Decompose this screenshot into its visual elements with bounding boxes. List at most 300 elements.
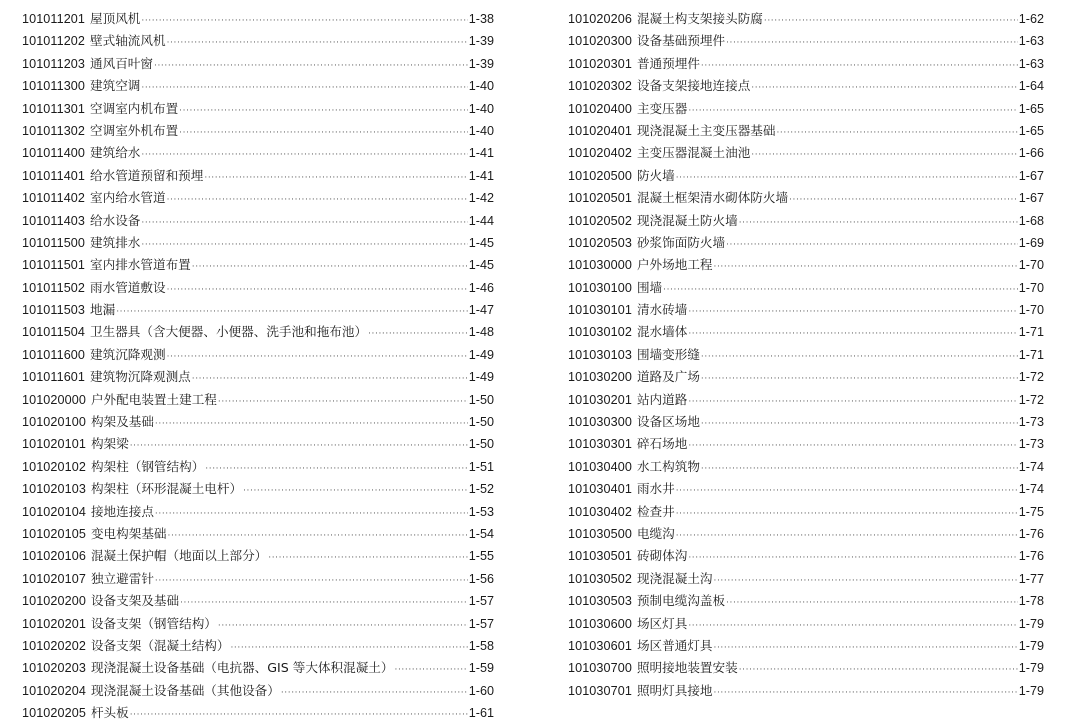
toc-entry-page: 1-49: [468, 370, 494, 385]
toc-entry-page: 1-44: [468, 213, 494, 228]
toc-entry-title: 围墙: [636, 279, 663, 295]
toc-entry-title: 建筑排水: [90, 234, 141, 250]
toc-entry[interactable]: [568, 456, 1044, 478]
toc-entry-code: 101020301: [568, 56, 632, 71]
toc-entry-page: 1-66: [1018, 146, 1044, 161]
leader-dots: [141, 10, 467, 30]
toc-entry[interactable]: [568, 613, 1044, 635]
toc-entry-code: 101020503: [568, 235, 632, 250]
toc-entry-title: 砂浆饰面防火墙: [636, 234, 726, 250]
toc-entry-page: 1-51: [468, 459, 494, 474]
toc-entry[interactable]: [568, 75, 1044, 97]
toc-entry-code: 101020500: [568, 168, 632, 183]
leader-dots: [394, 659, 467, 679]
toc-entry[interactable]: [22, 389, 494, 411]
toc-column-right: [568, 8, 1044, 702]
toc-entry-title: 通风百叶窗: [90, 55, 153, 71]
leader-dots: [701, 55, 1018, 75]
toc-entry[interactable]: [22, 411, 494, 433]
leader-dots: [243, 480, 468, 500]
toc-entry[interactable]: [22, 657, 494, 679]
toc-entry-code: 101020103: [22, 482, 86, 497]
toc-column-left: [22, 8, 494, 725]
toc-entry-code: 101030600: [568, 616, 632, 631]
toc-entry[interactable]: [568, 478, 1044, 500]
leader-dots: [230, 637, 467, 657]
toc-entry[interactable]: [22, 590, 494, 612]
leader-dots: [701, 413, 1018, 433]
toc-entry-code: 101030401: [568, 482, 632, 497]
toc-entry-page: 1-40: [468, 79, 494, 94]
toc-entry-page: 1-74: [1018, 459, 1044, 474]
toc-entry-title: 现浇混凝土防火墙: [636, 212, 738, 228]
toc-entry-page: 1-69: [1018, 235, 1044, 250]
toc-entry-title: 给水设备: [90, 212, 141, 228]
toc-entry-code: 101011401: [22, 168, 86, 183]
toc-entry-page: 1-52: [468, 482, 494, 497]
toc-entry-title: 建筑给水: [90, 145, 141, 161]
leader-dots: [714, 570, 1018, 590]
toc-entry-code: 101011601: [22, 370, 86, 385]
toc-entry-page: 1-76: [1018, 526, 1044, 541]
toc-entry[interactable]: [568, 187, 1044, 209]
toc-entry[interactable]: [568, 501, 1044, 523]
leader-dots: [751, 144, 1018, 164]
leader-dots: [167, 346, 468, 366]
toc-entry[interactable]: [568, 30, 1044, 52]
leader-dots: [154, 55, 468, 75]
toc-entry-page: 1-71: [1018, 347, 1044, 362]
toc-entry-code: 101020102: [22, 459, 86, 474]
toc-entry-page: 1-47: [468, 303, 494, 318]
leader-dots: [218, 391, 468, 411]
toc-entry[interactable]: [568, 545, 1044, 567]
toc-entry[interactable]: [22, 120, 494, 142]
toc-entry[interactable]: [568, 389, 1044, 411]
toc-entry-title: 变电构架基础: [90, 525, 167, 541]
leader-dots: [268, 547, 468, 567]
toc-entry-title: 设备支架（钢管结构）: [90, 615, 217, 631]
toc-entry-code: 101030103: [568, 347, 632, 362]
toc-entry[interactable]: [22, 53, 494, 75]
toc-entry-title: 空调室内机布置: [90, 100, 179, 116]
toc-entry-title: 道路及广场: [636, 369, 700, 385]
toc-entry-page: 1-45: [468, 258, 494, 273]
toc-entry-code: 101020206: [568, 12, 632, 26]
leader-dots: [714, 637, 1018, 657]
toc-entry-page: 1-63: [1018, 56, 1044, 71]
toc-entry-page: 1-77: [1018, 571, 1044, 586]
toc-entry-page: 1-59: [468, 661, 494, 676]
toc-entry[interactable]: [568, 120, 1044, 142]
leader-dots: [714, 682, 1018, 702]
toc-entry-title: 建筑沉降观测: [90, 346, 166, 362]
toc-entry-page: 1-41: [468, 146, 494, 161]
toc-entry[interactable]: [22, 344, 494, 366]
toc-entry-page: 1-60: [468, 683, 494, 698]
toc-entry[interactable]: [22, 568, 494, 590]
leader-dots: [155, 413, 468, 433]
toc-entry[interactable]: [568, 98, 1044, 120]
toc-entry-page: 1-73: [1018, 437, 1044, 452]
toc-entry-page: 1-42: [468, 191, 494, 206]
toc-entry-page: 1-58: [468, 638, 494, 653]
toc-entry-title: 构架梁: [90, 436, 129, 452]
toc-entry-code: 101020100: [22, 415, 86, 430]
toc-entry-code: 101030400: [568, 459, 632, 474]
toc-entry[interactable]: [568, 232, 1044, 254]
toc-entry-code: 101020502: [568, 213, 632, 228]
leader-dots: [701, 346, 1018, 366]
leader-dots: [688, 615, 1017, 635]
leader-dots: [141, 234, 467, 254]
toc-entry-title: 室内排水管道布置: [90, 257, 191, 273]
toc-entry[interactable]: [568, 277, 1044, 299]
leader-dots: [714, 256, 1018, 276]
toc-entry-title: 户外配电装置土建工程: [90, 391, 217, 407]
toc-entry[interactable]: [22, 142, 494, 164]
toc-entry[interactable]: [22, 478, 494, 500]
toc-entry-code: 101020300: [568, 34, 632, 49]
toc-entry-page: 1-79: [1018, 616, 1044, 631]
leader-dots: [179, 122, 468, 142]
toc-entry-code: 101011501: [22, 258, 86, 273]
toc-entry[interactable]: [568, 433, 1044, 455]
toc-entry[interactable]: [568, 254, 1044, 276]
toc-entry[interactable]: [568, 657, 1044, 679]
toc-entry-code: 101030503: [568, 594, 632, 609]
toc-entry[interactable]: [22, 299, 494, 321]
toc-entry-title: 砖砌体沟: [636, 548, 688, 564]
toc-entry-title: 现浇混凝土设备基础（其他设备）: [90, 682, 280, 698]
toc-entry[interactable]: [22, 613, 494, 635]
toc-entry-title: 设备支架接地连接点: [636, 78, 751, 94]
toc-entry-code: 101030000: [568, 258, 632, 273]
toc-entry-title: 构架柱（环形混凝土电杆）: [90, 481, 243, 497]
leader-dots: [167, 189, 468, 209]
leader-dots: [168, 525, 468, 545]
toc-entry[interactable]: [22, 545, 494, 567]
leader-dots: [167, 32, 468, 52]
toc-entry-code: 101030501: [568, 549, 632, 564]
toc-entry-code: 101011202: [22, 34, 86, 49]
toc-entry-page: 1-39: [468, 34, 494, 49]
leader-dots: [726, 592, 1018, 612]
leader-dots: [155, 570, 468, 590]
toc-entry-code: 101011403: [22, 213, 86, 228]
toc-entry-code: 101011300: [22, 79, 86, 94]
toc-entry-page: 1-72: [1018, 370, 1044, 385]
leader-dots: [179, 100, 468, 120]
toc-entry-title: 主变压器: [636, 100, 688, 116]
toc-entry-code: 101020200: [22, 594, 86, 609]
toc-entry[interactable]: [568, 590, 1044, 612]
toc-entry-title: 户外场地工程: [636, 257, 713, 273]
leader-dots: [368, 323, 468, 343]
toc-entry[interactable]: [22, 30, 494, 52]
toc-entry-title: 建筑空调: [90, 78, 141, 94]
toc-entry-title: 接地连接点: [90, 503, 154, 519]
toc-entry-page: 1-39: [468, 56, 494, 71]
toc-entry-page: 1-54: [468, 526, 494, 541]
toc-entry-title: 混凝土构支架接头防腐: [636, 11, 763, 26]
toc-entry-title: 地漏: [90, 302, 116, 318]
toc-entry-title: 普通预埋件: [636, 55, 700, 71]
toc-entry-code: 101020104: [22, 504, 86, 519]
toc-entry[interactable]: [568, 53, 1044, 75]
toc-entry[interactable]: [22, 165, 494, 187]
toc-entry-page: 1-50: [468, 415, 494, 430]
toc-entry-code: 101030201: [568, 392, 632, 407]
toc-entry-page: 1-50: [468, 392, 494, 407]
toc-entry[interactable]: [22, 702, 494, 724]
toc-entry-code: 101030102: [568, 325, 632, 340]
leader-dots: [141, 212, 467, 232]
toc-entry[interactable]: [22, 321, 494, 343]
toc-entry-code: 101011402: [22, 191, 86, 206]
toc-entry-page: 1-76: [1018, 549, 1044, 564]
toc-entry-title: 建筑物沉降观测点: [90, 369, 191, 385]
toc-entry-code: 101020000: [22, 392, 86, 407]
toc-entry-title: 防火墙: [636, 167, 675, 183]
leader-dots: [688, 547, 1017, 567]
toc-entry[interactable]: [568, 411, 1044, 433]
toc-entry-code: 101020401: [568, 123, 632, 138]
toc-entry-title: 杆头板: [90, 705, 129, 721]
toc-entry-page: 1-41: [468, 168, 494, 183]
toc-entry-page: 1-72: [1018, 392, 1044, 407]
toc-entry-page: 1-73: [1018, 415, 1044, 430]
toc-entry-code: 101030701: [568, 683, 632, 698]
toc-entry[interactable]: [568, 8, 1044, 30]
leader-dots: [155, 503, 468, 523]
toc-entry-title: 预制电缆沟盖板: [636, 593, 726, 609]
toc-entry[interactable]: [22, 277, 494, 299]
toc-entry-page: 1-65: [1018, 101, 1044, 116]
leader-dots: [116, 301, 468, 321]
toc-entry-page: 1-38: [468, 12, 494, 26]
leader-dots: [751, 77, 1018, 97]
toc-entry-code: 101020203: [22, 661, 86, 676]
toc-entry-code: 101030200: [568, 370, 632, 385]
toc-entry-page: 1-79: [1018, 638, 1044, 653]
toc-entry[interactable]: [22, 680, 494, 702]
toc-entry-title: 主变压器混凝土油池: [636, 145, 751, 161]
toc-entry[interactable]: [22, 523, 494, 545]
toc-entry-page: 1-63: [1018, 34, 1044, 49]
toc-entry-title: 设备支架（混凝土结构）: [90, 637, 230, 653]
toc-entry[interactable]: [568, 635, 1044, 657]
toc-entry-title: 设备支架及基础: [90, 593, 180, 609]
toc-entry-title: 照明接地装置安装: [636, 660, 738, 676]
toc-entry-code: 101030500: [568, 526, 632, 541]
toc-entry-title: 独立避雷针: [90, 570, 154, 586]
toc-entry-code: 101020400: [568, 101, 632, 116]
toc-entry-page: 1-56: [468, 571, 494, 586]
toc-entry-page: 1-79: [1018, 661, 1044, 676]
leader-dots: [688, 301, 1017, 321]
toc-entry-title: 现浇混凝土设备基础（电抗器、GIS 等大体积混凝土）: [90, 660, 394, 676]
leader-dots: [281, 682, 468, 702]
toc-entry-code: 101020106: [22, 549, 86, 564]
toc-entry-title: 混凝土保护帽（地面以上部分）: [90, 548, 268, 564]
toc-entry[interactable]: [568, 568, 1044, 590]
toc-entry-title: 室内给水管道: [90, 190, 166, 206]
toc-entry-page: 1-49: [468, 347, 494, 362]
toc-entry[interactable]: [22, 187, 494, 209]
toc-entry[interactable]: [22, 635, 494, 657]
leader-dots: [688, 100, 1017, 120]
toc-entry-code: 101011302: [22, 123, 86, 138]
toc-entry-page: 1-71: [1018, 325, 1044, 340]
toc-entry-title: 雨水管道敷设: [90, 279, 166, 295]
toc-entry-title: 屋顶风机: [90, 11, 141, 26]
toc-entry-code: 101020107: [22, 571, 86, 586]
leader-dots: [676, 503, 1018, 523]
toc-entry[interactable]: [22, 75, 494, 97]
toc-entry[interactable]: [22, 366, 494, 388]
toc-entry[interactable]: [22, 232, 494, 254]
toc-entry[interactable]: [568, 299, 1044, 321]
toc-entry-code: 101020105: [22, 526, 86, 541]
leader-dots: [204, 167, 467, 187]
leader-dots: [192, 256, 468, 276]
toc-entry-page: 1-57: [468, 616, 494, 631]
toc-entry-page: 1-40: [468, 101, 494, 116]
toc-entry-page: 1-70: [1018, 280, 1044, 295]
toc-entry[interactable]: [568, 142, 1044, 164]
toc-entry[interactable]: [22, 501, 494, 523]
leader-dots: [180, 592, 468, 612]
leader-dots: [663, 279, 1018, 299]
toc-entry-code: 101030101: [568, 303, 632, 318]
toc-entry-title: 碎石场地: [636, 436, 688, 452]
toc-entry-title: 现浇混凝土沟: [636, 570, 713, 586]
leader-dots: [726, 32, 1018, 52]
toc-entry-code: 101030301: [568, 437, 632, 452]
toc-entry-title: 混凝土框架清水砌体防火墙: [636, 190, 789, 206]
toc-entry-page: 1-68: [1018, 213, 1044, 228]
toc-entry-code: 101020402: [568, 146, 632, 161]
toc-entry-code: 101011301: [22, 101, 86, 116]
toc-entry-code: 101011503: [22, 303, 86, 318]
leader-dots: [739, 212, 1018, 232]
toc-entry-code: 101030502: [568, 571, 632, 586]
toc-entry[interactable]: [568, 210, 1044, 232]
toc-entry-title: 围墙变形缝: [636, 346, 700, 362]
toc-entry-page: 1-67: [1018, 168, 1044, 183]
leader-dots: [789, 189, 1018, 209]
toc-entry-page: 1-50: [468, 437, 494, 452]
toc-entry-title: 现浇混凝土主变压器基础: [636, 122, 776, 138]
toc-entry-title: 壁式轴流风机: [90, 33, 166, 49]
toc-entry-title: 构架柱（钢管结构）: [90, 458, 205, 474]
toc-entry-title: 站内道路: [636, 391, 688, 407]
toc-entry-title: 设备基础预埋件: [636, 33, 726, 49]
leader-dots: [676, 167, 1018, 187]
toc-entry-code: 101030300: [568, 415, 632, 430]
toc-entry-title: 电缆沟: [636, 525, 675, 541]
leader-dots: [130, 704, 468, 724]
toc-entry-code: 101011502: [22, 280, 86, 295]
toc-entry-code: 101030402: [568, 504, 632, 519]
leader-dots: [218, 615, 468, 635]
toc-entry-page: 1-70: [1018, 258, 1044, 273]
toc-entry-code: 101030601: [568, 638, 632, 653]
leader-dots: [192, 368, 468, 388]
toc-entry[interactable]: [568, 680, 1044, 702]
toc-entry-page: 1-55: [468, 549, 494, 564]
leader-dots: [688, 435, 1017, 455]
toc-entry-page: 1-62: [1018, 12, 1044, 26]
toc-entry-page: 1-67: [1018, 191, 1044, 206]
toc-entry[interactable]: [22, 433, 494, 455]
toc-entry-title: 水工构筑物: [636, 458, 700, 474]
leader-dots: [688, 323, 1017, 343]
toc-entry-title: 雨水井: [636, 481, 675, 497]
toc-entry-code: 101011203: [22, 56, 86, 71]
toc-entry-code: 101011500: [22, 235, 86, 250]
toc-entry-page: 1-45: [468, 235, 494, 250]
leader-dots: [701, 458, 1018, 478]
toc-entry-title: 空调室外机布置: [90, 122, 179, 138]
toc-entry[interactable]: [22, 210, 494, 232]
toc-entry[interactable]: [22, 254, 494, 276]
toc-entry-title: 场区灯具: [636, 615, 688, 631]
leader-dots: [130, 435, 468, 455]
toc-entry-title: 设备区场地: [636, 414, 700, 430]
leader-dots: [701, 368, 1018, 388]
toc-entry-page: 1-74: [1018, 482, 1044, 497]
leader-dots: [726, 234, 1018, 254]
toc-entry[interactable]: [568, 321, 1044, 343]
leader-dots: [676, 480, 1018, 500]
toc-entry-code: 101020201: [22, 616, 86, 631]
toc-entry-code: 101020204: [22, 683, 86, 698]
toc-entry[interactable]: [568, 366, 1044, 388]
toc-entry[interactable]: [22, 456, 494, 478]
leader-dots: [764, 10, 1018, 30]
toc-entry-code: 101030100: [568, 280, 632, 295]
toc-entry-code: 101011504: [22, 325, 86, 340]
toc-entry-page: 1-57: [468, 594, 494, 609]
toc-entry-title: 构架及基础: [90, 414, 154, 430]
toc-entry-page: 1-75: [1018, 504, 1044, 519]
toc-entry-page: 1-65: [1018, 123, 1044, 138]
toc-entry-title: 混水墙体: [636, 324, 688, 340]
toc-entry-title: 检查井: [636, 503, 675, 519]
toc-entry[interactable]: [568, 344, 1044, 366]
toc-entry-code: 101011201: [22, 12, 86, 26]
toc-entry-code: 101011400: [22, 146, 86, 161]
toc-entry-page: 1-79: [1018, 683, 1044, 698]
toc-entry[interactable]: [22, 8, 494, 30]
toc-entry-page: 1-40: [468, 123, 494, 138]
toc-entry[interactable]: [22, 98, 494, 120]
leader-dots: [167, 279, 468, 299]
toc-entry-code: 101020302: [568, 79, 632, 94]
toc-entry-title: 给水管道预留和预埋: [90, 167, 204, 183]
toc-entry[interactable]: [568, 523, 1044, 545]
toc-entry-page: 1-61: [468, 706, 494, 721]
toc-entry[interactable]: [568, 165, 1044, 187]
leader-dots: [141, 144, 467, 164]
leader-dots: [676, 525, 1018, 545]
leader-dots: [688, 391, 1017, 411]
toc-entry-title: 卫生器具（含大便器、小便器、洗手池和拖布池）: [90, 324, 368, 340]
toc-entry-title: 场区普通灯具: [636, 637, 713, 653]
toc-entry-page: 1-48: [468, 325, 494, 340]
